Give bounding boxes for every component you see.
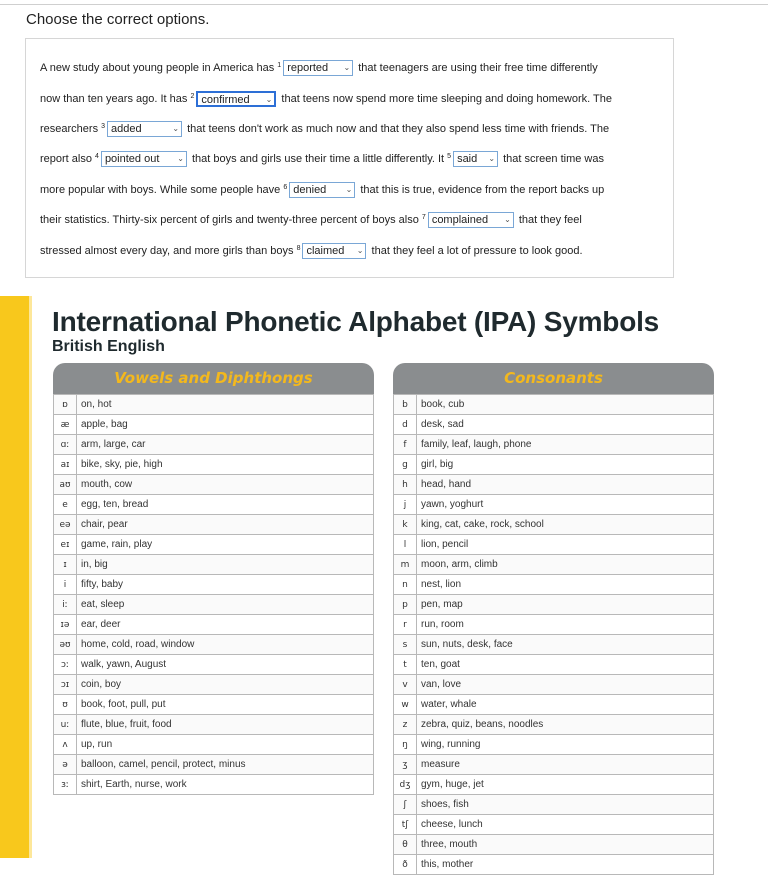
example-words: home, cold, road, window — [77, 635, 374, 655]
table-row — [54, 655, 374, 675]
table-row — [54, 575, 374, 595]
table-row — [394, 475, 714, 495]
example-words: flute, blue, fruit, food — [77, 715, 374, 735]
example-words: balloon, camel, pencil, protect, minus — [77, 755, 374, 775]
ipa-symbol: əʊ — [54, 635, 77, 655]
ipa-symbol: z — [394, 715, 417, 735]
ipa-symbol: i — [54, 575, 77, 595]
ipa-symbol: t — [394, 655, 417, 675]
ipa-chart-image — [0, 296, 768, 870]
ipa-symbol: eɪ — [54, 535, 77, 555]
example-words: sun, nuts, desk, face — [417, 635, 714, 655]
gap-number: 4 — [95, 153, 99, 160]
table-row — [394, 495, 714, 515]
example-words: egg, ten, bread — [77, 495, 374, 515]
table-row — [394, 835, 714, 855]
exercise-line-3 — [40, 118, 609, 140]
line-text: more popular with boys. While some people have — [40, 184, 284, 196]
consonants-table — [393, 363, 714, 875]
ipa-symbol: θ — [394, 835, 417, 855]
example-words: pen, map — [417, 595, 714, 615]
table-row — [54, 475, 374, 495]
table-row — [54, 615, 374, 635]
ipa-symbol: ʊ — [54, 695, 77, 715]
example-words: wing, running — [417, 735, 714, 755]
gap-2-dropdown[interactable] — [196, 91, 276, 107]
exercise-line-6 — [40, 209, 582, 231]
ipa-symbol: uː — [54, 715, 77, 735]
ipa-symbol: ʒ — [394, 755, 417, 775]
ipa-symbol: ə — [54, 755, 77, 775]
table-row — [54, 775, 374, 795]
chevron-down-icon: ⌄ — [172, 124, 180, 134]
example-words: shirt, Earth, nurse, work — [77, 775, 374, 795]
table-row — [394, 795, 714, 815]
chevron-down-icon: ⌄ — [504, 215, 511, 225]
exercise-line-2 — [40, 88, 612, 110]
ipa-symbol: j — [394, 495, 417, 515]
gap-7-dropdown[interactable] — [428, 212, 514, 228]
example-words: shoes, fish — [417, 795, 714, 815]
ipa-symbol: s — [394, 635, 417, 655]
gap-8-dropdown[interactable] — [302, 243, 366, 259]
ipa-symbol: e — [54, 495, 77, 515]
chevron-down-icon: ⌄ — [177, 154, 184, 164]
gap-1-value: reported — [287, 62, 329, 75]
example-words: head, hand — [417, 475, 714, 495]
gap-5-value: said — [457, 153, 478, 166]
table-row — [54, 595, 374, 615]
line-text: that this is true, evidence from the report backs up — [357, 184, 605, 196]
example-words: lion, pencil — [417, 535, 714, 555]
ipa-symbol: p — [394, 595, 417, 615]
example-words: run, room — [417, 615, 714, 635]
exercise-line-7 — [40, 240, 583, 262]
vowels-table — [53, 363, 374, 795]
table-row — [54, 555, 374, 575]
table-row — [54, 435, 374, 455]
table-row — [54, 715, 374, 735]
example-words: ten, goat — [417, 655, 714, 675]
example-words: up, run — [77, 735, 374, 755]
example-words: walk, yawn, August — [77, 655, 374, 675]
gap-3-value: added — [111, 123, 142, 136]
table-row — [54, 515, 374, 535]
ipa-symbol: r — [394, 615, 417, 635]
table-row — [394, 415, 714, 435]
table-row — [394, 815, 714, 835]
ipa-symbol: b — [394, 395, 417, 415]
ipa-symbol: g — [394, 455, 417, 475]
chevron-down-icon: ⌄ — [265, 95, 273, 105]
gap-number: 1 — [277, 62, 282, 69]
line-text: that boys and girls use their time a little differently. It — [188, 153, 448, 165]
ipa-symbol: iː — [54, 595, 77, 615]
example-words: gym, huge, jet — [417, 775, 714, 795]
table-row — [394, 435, 714, 455]
gap-number: 8 — [296, 245, 301, 252]
ipa-symbol: tʃ — [394, 815, 417, 835]
example-words: girl, big — [417, 455, 714, 475]
gap-3-dropdown[interactable] — [107, 121, 182, 137]
example-words: bike, sky, pie, high — [77, 455, 374, 475]
line-text: that teens now spend more time sleeping and doing homework. The — [278, 93, 613, 105]
table-row — [54, 755, 374, 775]
exercise-title: Choose the correct options. — [26, 11, 210, 28]
ipa-symbol: ɒ — [54, 395, 77, 415]
example-words: coin, boy — [77, 675, 374, 695]
example-words: king, cat, cake, rock, school — [417, 515, 714, 535]
example-words: nest, lion — [417, 575, 714, 595]
table-row — [54, 675, 374, 695]
line-text: report also — [40, 153, 96, 165]
example-words: book, foot, pull, put — [77, 695, 374, 715]
exercise-line-4 — [40, 148, 604, 170]
example-words: mouth, cow — [77, 475, 374, 495]
table-row — [394, 455, 714, 475]
example-words: three, mouth — [417, 835, 714, 855]
ipa-symbol: dʒ — [394, 775, 417, 795]
ipa-symbol: ɑː — [54, 435, 77, 455]
ipa-symbol: d — [394, 415, 417, 435]
table-row — [394, 615, 714, 635]
ipa-symbol: ð — [394, 855, 417, 875]
table-row — [394, 515, 714, 535]
table-row — [54, 635, 374, 655]
table-row — [394, 635, 714, 655]
example-words: zebra, quiz, beans, noodles — [417, 715, 714, 735]
ipa-symbol: æ — [54, 415, 77, 435]
ipa-symbol: aɪ — [54, 455, 77, 475]
ipa-symbol: f — [394, 435, 417, 455]
table-row — [54, 415, 374, 435]
example-words: van, love — [417, 675, 714, 695]
example-words: in, big — [77, 555, 374, 575]
table-row — [54, 455, 374, 475]
line-text: that teenagers are using their free time differently — [355, 62, 598, 74]
example-words: yawn, yoghurt — [417, 495, 714, 515]
line-text: A new study about young people in America has — [40, 62, 278, 74]
ipa-symbol: ɔɪ — [54, 675, 77, 695]
line-text: that screen time was — [500, 153, 604, 165]
example-words: measure — [417, 755, 714, 775]
example-words: on, hot — [77, 395, 374, 415]
example-words: water, whale — [417, 695, 714, 715]
table-row — [54, 495, 374, 515]
ipa-symbol: l — [394, 535, 417, 555]
gap-number: 6 — [283, 184, 288, 191]
gap-2-value: confirmed — [201, 94, 250, 107]
example-words: game, rain, play — [77, 535, 374, 555]
gap-8-value: claimed — [306, 245, 345, 258]
ipa-symbol: ɪə — [54, 615, 77, 635]
gap-number: 3 — [101, 123, 106, 130]
gap-6-value: denied — [293, 184, 327, 197]
table-row — [394, 695, 714, 715]
consonants-header: Consonants — [393, 363, 714, 394]
ipa-subtitle: British English — [52, 338, 165, 355]
line-text: researchers — [40, 123, 102, 135]
yellow-margin-stripe-light — [29, 296, 32, 858]
table-row — [394, 595, 714, 615]
table-row — [394, 575, 714, 595]
ipa-symbol: ɪ — [54, 555, 77, 575]
gap-1-dropdown[interactable] — [283, 60, 353, 76]
gap-number: 5 — [447, 153, 452, 160]
exercise-line-1 — [40, 57, 598, 79]
table-row — [394, 675, 714, 695]
ipa-symbol: m — [394, 555, 417, 575]
example-words: chair, pear — [77, 515, 374, 535]
table-row — [54, 695, 374, 715]
example-words: fifty, baby — [77, 575, 374, 595]
table-row — [394, 535, 714, 555]
example-words: arm, large, car — [77, 435, 374, 455]
table-row — [394, 555, 714, 575]
ipa-symbol: aʊ — [54, 475, 77, 495]
table-row — [394, 735, 714, 755]
ipa-symbol: ʃ — [394, 795, 417, 815]
ipa-title: International Phonetic Alphabet (IPA) Symbols — [52, 306, 660, 337]
yellow-margin-stripe — [0, 296, 29, 858]
table-row — [394, 715, 714, 735]
gap-6-dropdown[interactable] — [289, 182, 355, 198]
gap-number: 7 — [421, 214, 426, 221]
table-row — [394, 755, 714, 775]
table-row — [54, 395, 374, 415]
example-words: eat, sleep — [77, 595, 374, 615]
ipa-symbol: ʌ — [54, 735, 77, 755]
example-words: family, leaf, laugh, phone — [417, 435, 714, 455]
line-text: stressed almost every day, and more girls than boys — [40, 245, 297, 257]
gap-5-dropdown[interactable] — [453, 151, 498, 167]
exercise-card — [25, 38, 674, 278]
gap-4-dropdown[interactable] — [101, 151, 187, 167]
chevron-down-icon: ⌄ — [356, 246, 364, 256]
exercise-line-5 — [40, 179, 604, 201]
example-words: ear, deer — [77, 615, 374, 635]
example-words: this, mother — [417, 855, 714, 875]
chevron-down-icon: ⌄ — [345, 185, 353, 195]
table-row — [394, 395, 714, 415]
chevron-down-icon: ⌄ — [488, 154, 496, 164]
table-row — [394, 775, 714, 795]
gap-number: 2 — [190, 93, 195, 100]
ipa-symbol: ŋ — [394, 735, 417, 755]
ipa-symbol: k — [394, 515, 417, 535]
example-words: apple, bag — [77, 415, 374, 435]
ipa-symbol: h — [394, 475, 417, 495]
table-row — [54, 535, 374, 555]
line-text: their statistics. Thirty-six percent of girls and twenty-three percent of boys also — [40, 214, 422, 226]
table-row — [394, 655, 714, 675]
line-text: that they feel a lot of pressure to look good. — [368, 245, 583, 257]
example-words: cheese, lunch — [417, 815, 714, 835]
vowels-header: Vowels and Diphthongs — [53, 363, 374, 394]
example-words: moon, arm, climb — [417, 555, 714, 575]
ipa-symbol: ɜː — [54, 775, 77, 795]
example-words: book, cub — [417, 395, 714, 415]
gap-7-value: complained — [431, 214, 489, 227]
ipa-symbol: w — [394, 695, 417, 715]
line-text: that they feel — [515, 214, 582, 226]
ipa-symbol: n — [394, 575, 417, 595]
line-text: now than ten years ago. It has — [40, 93, 191, 105]
top-divider — [0, 4, 768, 5]
example-words: desk, sad — [417, 415, 714, 435]
gap-4-value: pointed out — [104, 153, 160, 166]
ipa-symbol: eə — [54, 515, 77, 535]
line-text: that teens don't work as much now and that they also spend less time with friends. The — [184, 123, 610, 135]
chevron-down-icon: ⌄ — [343, 63, 351, 73]
ipa-symbol: ɔː — [54, 655, 77, 675]
table-row — [54, 735, 374, 755]
ipa-symbol: v — [394, 675, 417, 695]
